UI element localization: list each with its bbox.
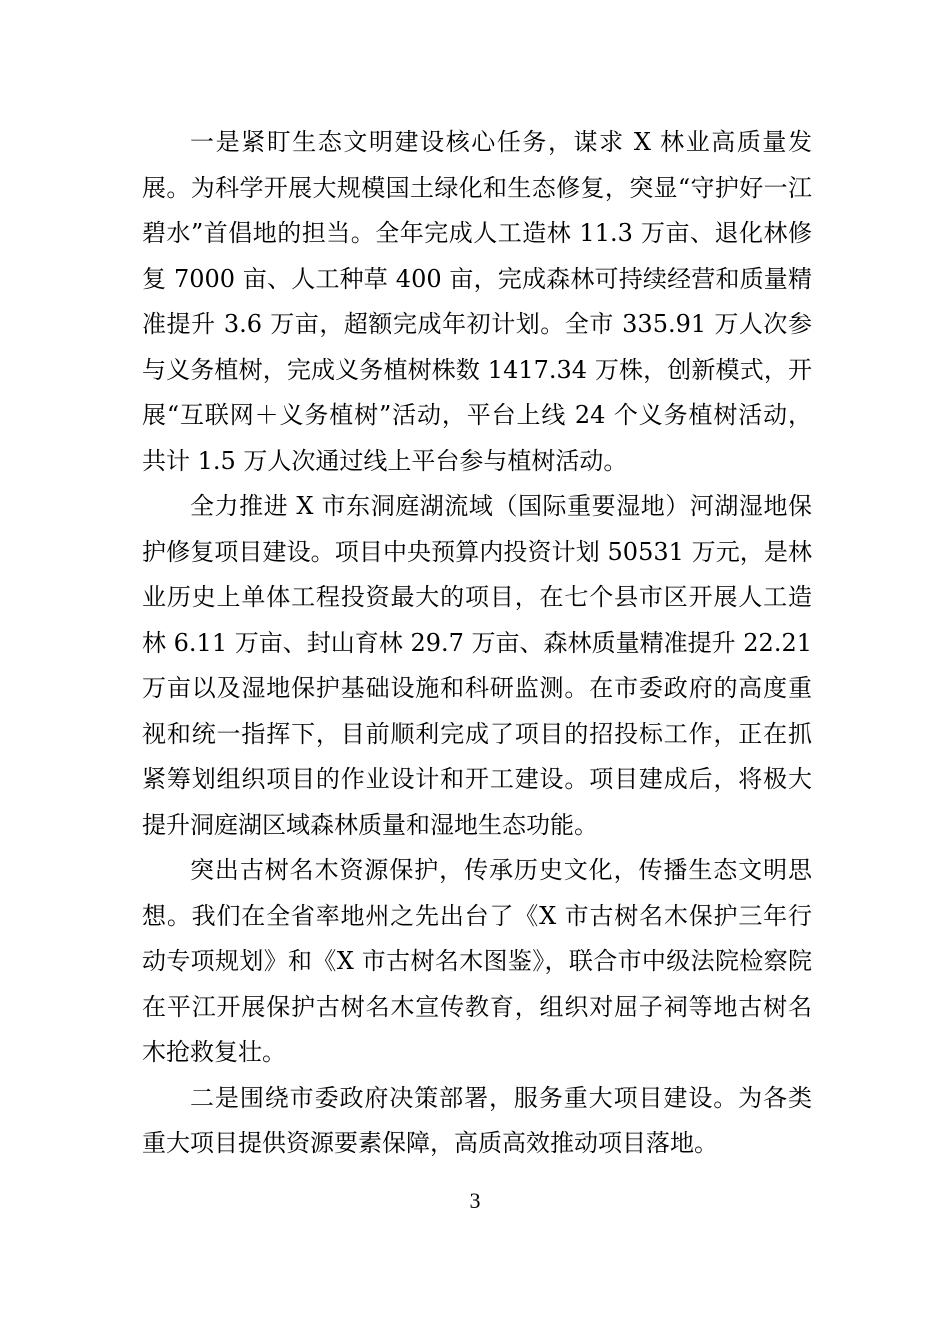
page-number: 3 (469, 1188, 481, 1213)
document-body (142, 120, 812, 1167)
paragraph-major-projects: 二是围绕市委政府决策部署，服务重大项目建设。为各类重大项目提供资源要素保障，高质高效推动项目落地。 (142, 1083, 812, 1157)
paragraph-wetland-project: 全力推进 X 市东洞庭湖流域（国际重要湿地）河湖湿地保护修复项目建设。项目中央预算内投资计划 50531 万元，是林业历史上单体工程投资最大的项目，在七个县市区开展人工造林 6.11 万亩、封山育林 29.7 万亩、森林质量精准提升 22.21 万亩以及湿地保护基础设施和科研监测。在市委政府的高度重视和统一指挥下，目前顺利完成了项目的招投标工作，正在抓紧筹划组织项目的作业设计和开工建设。项目建成后，将极大提升洞庭湖区域森林质量和湿地生态功能。 (142, 492, 812, 839)
paragraph-ecological-civilization: 一是紧盯生态文明建设核心任务，谋求 X 林业高质量发展。为科学开展大规模国土绿化和生态修复，突显“守护好一江碧水”首倡地的担当。全年完成人工造林 11.3 万亩、退化林修复 7000 亩、人工种草 400 亩，完成森林可持续经营和质量精准提升 3.6 万亩，超额完成年初计划。全市 335.91 万人次参与义务植树，完成义务植树株数 1417.34 万株，创新模式，开展“互联网＋义务植树”活动，平台上线 24 个义务植树活动，共计 1.5 万人次通过线上平台参与植树活动。 (142, 128, 812, 475)
paragraph-ancient-trees: 突出古树名木资源保护，传承历史文化，传播生态文明思想。我们在全省率地州之先出台了《X 市古树名木保护三年行动专项规划》和《X 市古树名木图鉴》，联合市中级法院检察院在平江开展保护古树名木宣传教育，组织对屈子祠等地古树名木抢救复壮。 (142, 856, 812, 1066)
